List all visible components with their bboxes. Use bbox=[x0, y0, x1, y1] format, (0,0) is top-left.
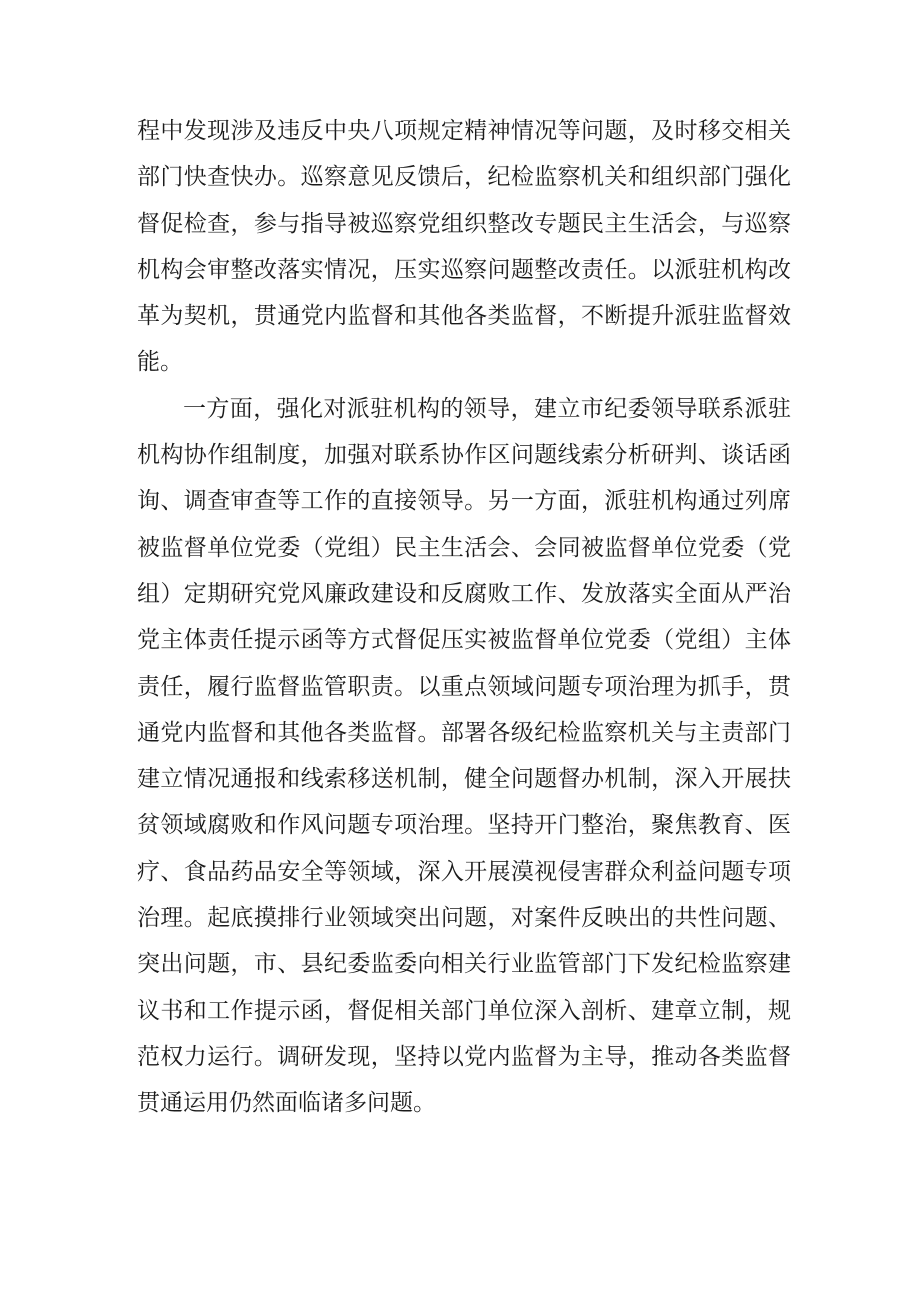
paragraph-line: 突出问题，市、县纪委监委向相关行业监管部门下发纪检监察建 bbox=[137, 951, 791, 978]
paragraph-line: 部门快查快办。巡察意见反馈后，纪检监察机关和组织部门强化 bbox=[137, 164, 791, 191]
paragraph-line: 机构会审整改落实情况，压实巡察问题整改责任。以派驻机构改 bbox=[137, 256, 791, 283]
paragraph-line: 能。 bbox=[137, 349, 183, 376]
paragraph-line: 被监督单位党委（党组）民主生活会、会同被监督单位党委（党 bbox=[137, 534, 791, 561]
paragraph-line: 机构协作组制度，加强对联系协作区问题线索分析研判、谈话函 bbox=[137, 442, 791, 469]
paragraph-line: 贫领域腐败和作风问题专项治理。坚持开门整治，聚焦教育、医 bbox=[137, 812, 791, 839]
paragraph-line: 议书和工作提示函，督促相关部门单位深入剖析、建章立制，规 bbox=[137, 997, 791, 1024]
paragraph-line: 通党内监督和其他各类监督。部署各级纪检监察机关与主责部门 bbox=[137, 719, 791, 746]
paragraph-line: 党主体责任提示函等方式督促压实被监督单位党委（党组）主体 bbox=[137, 627, 791, 654]
paragraph-1 bbox=[137, 108, 791, 386]
paragraph-line: 一方面，强化对派驻机构的领导，建立市纪委领导联系派驻 bbox=[183, 395, 791, 422]
paragraph-line: 督促检查，参与指导被巡察党组织整改专题民主生活会，与巡察 bbox=[137, 210, 791, 237]
paragraph-line: 革为契机，贯通党内监督和其他各类监督，不断提升派驻监督效 bbox=[137, 303, 791, 330]
paragraph-line: 治理。起底摸排行业领域突出问题，对案件反映出的共性问题、 bbox=[137, 905, 791, 932]
paragraph-line: 责任，履行监督监管职责。以重点领域问题专项治理为抓手，贯 bbox=[137, 673, 791, 700]
paragraph-line: 询、调查审查等工作的直接领导。另一方面，派驻机构通过列席 bbox=[137, 488, 791, 515]
paragraph-line: 建立情况通报和线索移送机制，健全问题督办机制，深入开展扶 bbox=[137, 766, 791, 793]
paragraph-line: 疗、食品药品安全等领域，深入开展漠视侵害群众利益问题专项 bbox=[137, 858, 791, 885]
paragraph-2 bbox=[137, 386, 791, 1127]
paragraph-line: 程中发现涉及违反中央八项规定精神情况等问题，及时移交相关 bbox=[137, 118, 791, 144]
paragraph-line: 组）定期研究党风廉政建设和反腐败工作、发放落实全面从严治 bbox=[137, 580, 791, 607]
paragraph-line: 贯通运用仍然面临诸多问题。 bbox=[137, 1090, 436, 1117]
document-body bbox=[137, 108, 791, 1127]
paragraph-line: 范权力运行。调研发现，坚持以党内监督为主导，推动各类监督 bbox=[137, 1043, 791, 1070]
